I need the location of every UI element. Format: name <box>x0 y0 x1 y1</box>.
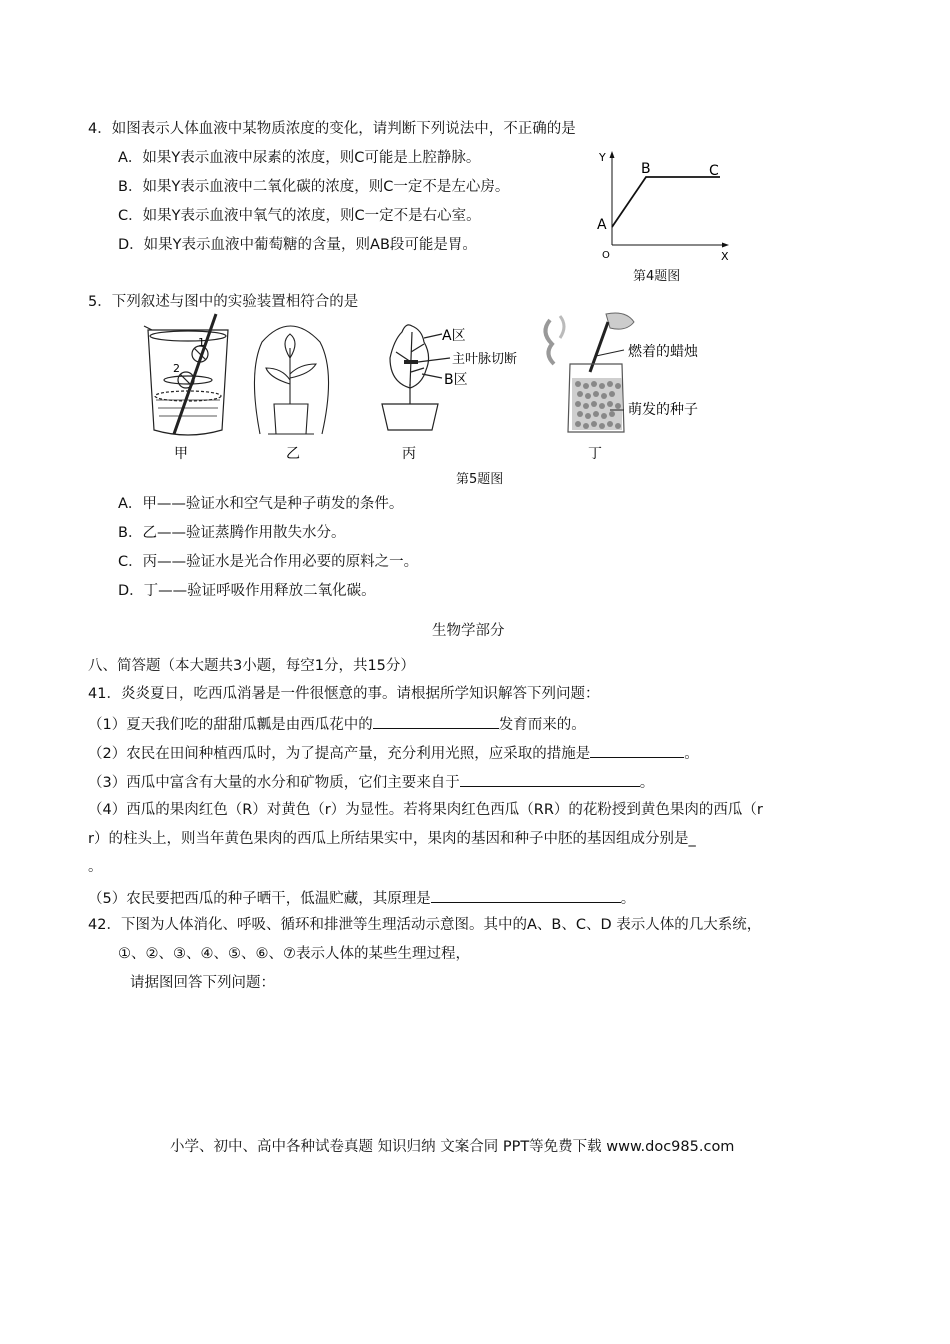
fig-label-bing: 丙 <box>402 446 416 462</box>
beaker-label-2: 2 <box>173 362 180 375</box>
part8-heading: 八、简答题（本大题共3小题，每空1分，共15分） <box>88 658 415 674</box>
q42-line1: 42．下图为人体消化、呼吸、循环和排泄等生理活动示意图。其中的A、B、C、D 表示人体的几大系统， <box>88 917 762 933</box>
leaf-area-a-label: A区 <box>442 328 466 344</box>
q41-sub1-tail: 发育而来的。 <box>498 717 586 733</box>
q41-sub3-tail: 。 <box>639 775 655 791</box>
q41-sub2 <box>88 742 699 764</box>
section-title: 生物学部分 <box>432 623 505 639</box>
q4-option-c: C．如果Y表示血液中氧气的浓度，则C一定不是右心室。 <box>118 208 481 224</box>
q41-sub1 <box>88 713 586 735</box>
q41-sub3-blank[interactable] <box>460 771 640 787</box>
q4-option-a: A．如果Y表示血液中尿素的浓度，则C可能是上腔静脉。 <box>118 150 481 166</box>
q41-sub2-blank[interactable] <box>590 742 684 758</box>
q4-caption: 第4题图 <box>633 269 681 284</box>
q41-sub1-blank[interactable] <box>373 713 499 729</box>
q41-sub2-text: （2）农民在田间种植西瓜时，为了提高产量，充分利用光照，应采取的措施是 <box>88 746 591 762</box>
q4-y-arrow <box>610 151 615 158</box>
q5-caption: 第5题图 <box>456 472 504 487</box>
q4-curve <box>612 177 720 227</box>
q41-sub4-line1: （4）西瓜的果肉红色（R）对黄色（r）为显性。若将果肉红色西瓜（RR）的花粉授到黄色果肉的西瓜（r <box>88 802 763 818</box>
leaf-pot-illustration <box>382 325 450 430</box>
q5-stem: 5．下列叙述与图中的实验装置相符合的是 <box>88 294 359 310</box>
bell-jar-illustration <box>254 326 328 434</box>
q41-sub1-text: （1）夏天我们吃的甜甜瓜瓤是由西瓜花中的 <box>88 717 373 733</box>
page-footer: 小学、初中、高中各种试卷真题 知识归纳 文案合同 PPT等免费下载 www.doc985.com <box>170 1139 735 1155</box>
q4-option-d: D．如果Y表示血液中葡萄糖的含量，则AB段可能是胃。 <box>118 237 477 253</box>
q4-label-a: A <box>597 217 607 233</box>
q4-label-c: C <box>709 163 719 179</box>
q4-label-y: Y <box>599 151 606 164</box>
seeds-label: 萌发的种子 <box>628 402 698 418</box>
q5-option-d: D．丁——验证呼吸作用释放二氧化碳。 <box>118 583 376 599</box>
q41-sub5-tail: 。 <box>620 891 636 907</box>
q5-option-c: C．丙——验证水是光合作用必要的原料之一。 <box>118 554 419 570</box>
q5-figure <box>140 312 740 464</box>
q4-graph <box>590 145 740 265</box>
q41-stem: 41．炎炎夏日，吃西瓜消暑是一件很惬意的事。请根据所学知识解答下列问题： <box>88 686 600 702</box>
q41-sub3 <box>88 771 654 793</box>
q41-sub4-line3: 。 <box>88 859 103 875</box>
q5-option-a: A．甲——验证水和空气是种子萌发的条件。 <box>118 496 404 512</box>
q5-option-b: B．乙——验证蒸腾作用散失水分。 <box>118 525 346 541</box>
leaf-area-b-label: B区 <box>444 372 468 388</box>
q42-line3: 请据图回答下列问题： <box>130 975 275 991</box>
q41-sub5 <box>88 887 635 909</box>
beaker-label-1: 1 <box>198 336 205 349</box>
q4-label-b: B <box>641 161 651 177</box>
q4-stem: 4．如图表示人体血液中某物质浓度的变化，请判断下列说法中，不正确的是 <box>88 121 576 137</box>
q4-label-o: O <box>602 250 610 261</box>
fig-label-jia: 甲 <box>174 446 188 462</box>
q41-sub5-blank[interactable] <box>431 887 621 903</box>
fig-label-yi: 乙 <box>286 446 300 462</box>
q4-option-b: B．如果Y表示血液中二氧化碳的浓度，则C一定不是左心房。 <box>118 179 510 195</box>
q41-sub2-tail: 。 <box>684 746 699 762</box>
q4-label-x: X <box>721 250 729 263</box>
candle-label: 燃着的蜡烛 <box>628 344 698 360</box>
fig-label-ding: 丁 <box>588 446 602 462</box>
q42-line2: ①、②、③、④、⑤、⑥、⑦表示人体的某些生理过程， <box>118 946 470 962</box>
beaker-illustration <box>144 314 228 435</box>
vein-cut-label: 主叶脉切断 <box>452 352 518 367</box>
q41-sub5-text: （5）农民要把西瓜的种子晒干，低温贮藏，其原理是 <box>88 891 431 907</box>
q41-sub4-line2: r）的柱头上，则当年黄色果肉的西瓜上所结果实中，果肉的基因和种子中胚的基因组成分别是_ <box>88 831 696 847</box>
q41-sub3-text: （3）西瓜中富含有大量的水分和矿物质，它们主要来自于 <box>88 775 460 791</box>
q4-x-arrow <box>722 243 729 248</box>
